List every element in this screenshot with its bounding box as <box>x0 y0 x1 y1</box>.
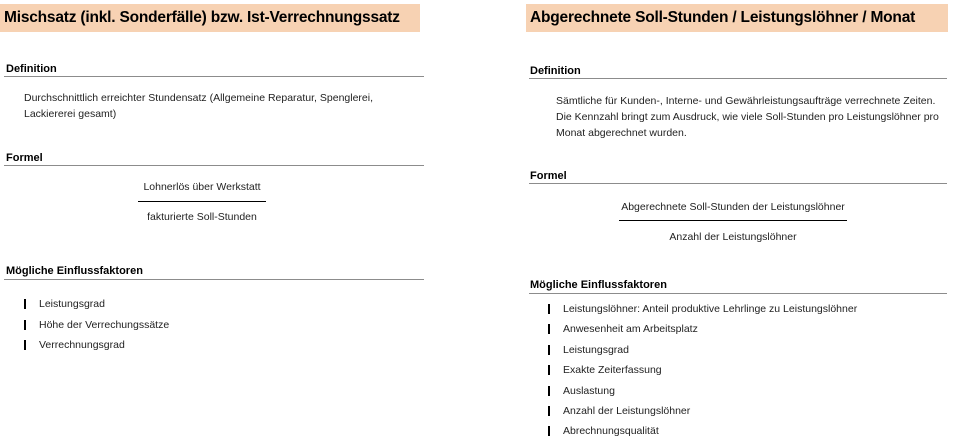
formula-heading: Formel <box>530 170 567 182</box>
list-item <box>548 424 659 438</box>
list-item <box>548 343 629 357</box>
factor-label: Exakte Zeiterfassung <box>563 364 662 376</box>
definition-heading: Definition <box>530 65 581 77</box>
definition-text: Sämtliche für Kunden-, Interne- und Gewährleistungsaufträge verrechnete Zeiten. Die Kennzahl bringt zum Ausdruck, wie viele Soll-Stunden pro Leistungslöhner pro Monat abgerechnet wurden. <box>556 95 939 139</box>
factor-label: Leistungsgrad <box>563 344 629 356</box>
section-divider <box>4 76 424 77</box>
bullet-bar-icon <box>548 345 550 355</box>
factor-label: Anzahl der Leistungslöhner <box>563 405 691 417</box>
fraction-line <box>619 220 847 221</box>
factor-label: Leistungsgrad <box>39 298 105 310</box>
factor-label: Verrechnungsgrad <box>39 339 125 351</box>
factors-heading: Mögliche Einflussfaktoren <box>6 265 143 277</box>
section-divider <box>4 165 424 166</box>
bullet-bar-icon <box>24 340 26 350</box>
section-divider <box>529 293 947 294</box>
bullet-bar-icon <box>548 365 550 375</box>
list-item <box>24 338 125 352</box>
card-title: Abgerechnete Soll-Stunden / Leistungslöhner / Monat <box>526 4 948 32</box>
formula <box>608 196 858 248</box>
section-divider <box>4 279 424 280</box>
bullet-bar-icon <box>548 304 550 314</box>
formula-denominator: Anzahl der Leistungslöhner <box>669 231 797 243</box>
list-item <box>548 322 698 336</box>
fraction-line <box>138 201 266 202</box>
bullet-bar-icon <box>548 386 550 396</box>
bullet-bar-icon <box>24 320 26 330</box>
list-item <box>548 404 690 418</box>
bullet-bar-icon <box>24 299 26 309</box>
definition-heading: Definition <box>6 63 57 75</box>
bullet-bar-icon <box>548 406 550 416</box>
bullet-bar-icon <box>548 426 550 436</box>
formula <box>102 176 302 228</box>
factors-heading: Mögliche Einflussfaktoren <box>530 279 667 291</box>
formula-numerator: Lohnerlös über Werkstatt <box>143 181 261 193</box>
section-divider <box>529 183 947 184</box>
list-item <box>548 302 857 316</box>
formula-heading: Formel <box>6 152 43 164</box>
list-item <box>548 384 615 398</box>
bullet-bar-icon <box>548 324 550 334</box>
factor-label: Leistungslöhner: Anteil produktive Lehrlinge zu Leistungslöhner <box>563 303 858 315</box>
factor-label: Anwesenheit am Arbeitsplatz <box>563 323 698 335</box>
section-divider <box>529 78 947 79</box>
factor-label: Höhe der Verrechungssätze <box>39 319 170 331</box>
factor-label: Auslastung <box>563 385 615 397</box>
card-title: Mischsatz (inkl. Sonderfälle) bzw. Ist-Verrechnungssatz <box>0 4 420 32</box>
definition-text: Durchschnittlich erreichter Stundensatz (Allgemeine Reparatur, Spenglerei, Lackiererei gesamt) <box>24 92 374 120</box>
list-item <box>24 297 105 311</box>
list-item <box>548 363 662 377</box>
list-item <box>24 318 169 332</box>
formula-numerator: Abgerechnete Soll-Stunden der Leistungslöhner <box>621 201 845 213</box>
formula-denominator: fakturierte Soll-Stunden <box>147 211 257 223</box>
factor-label: Abrechnungsqualität <box>563 425 659 437</box>
